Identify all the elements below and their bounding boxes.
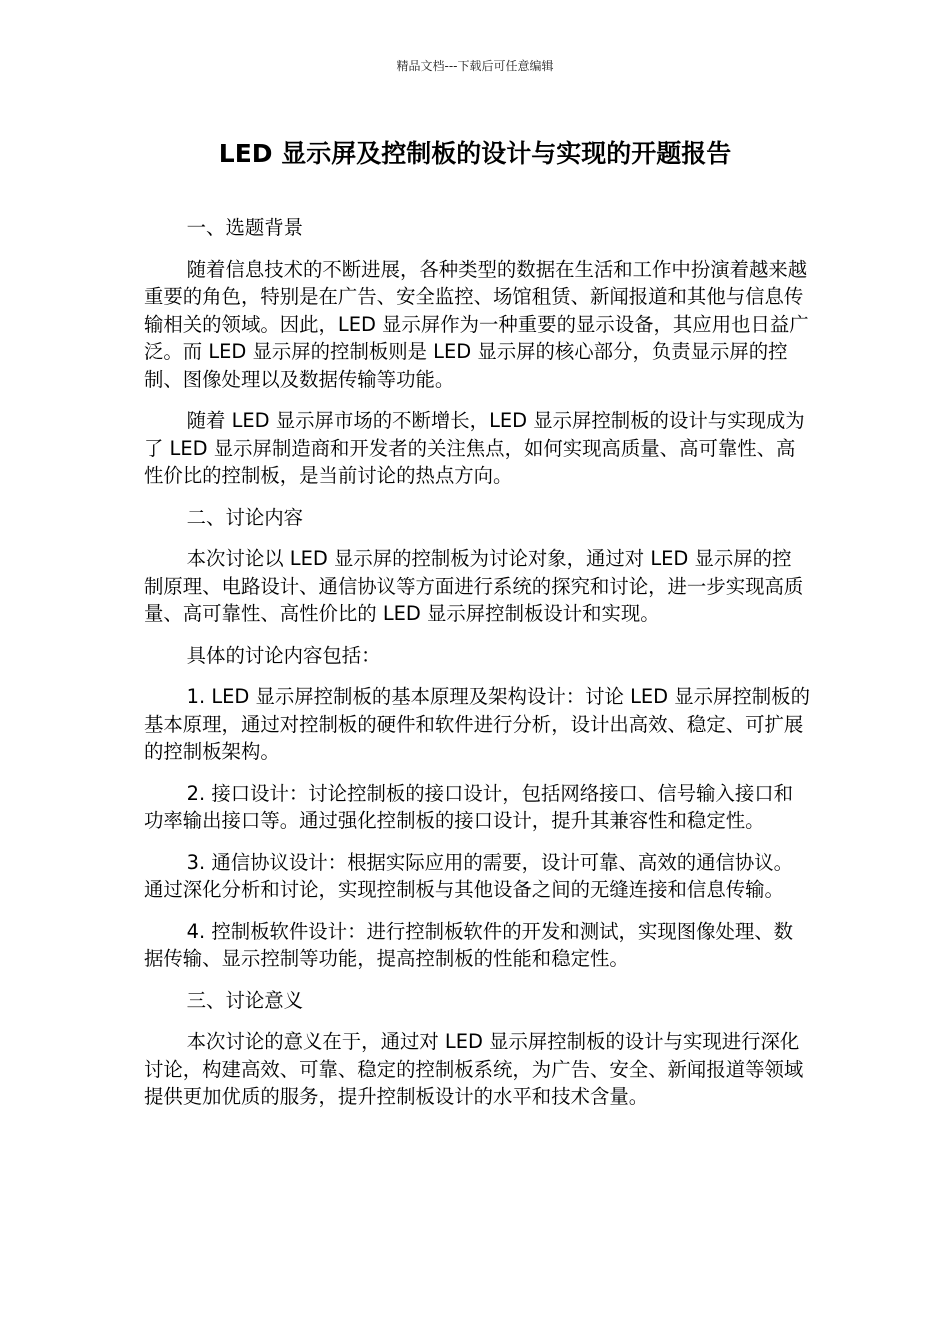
paragraph-content-1: 本次讨论以 LED 显示屏的控制板为讨论对象，通过对 LED 显示屏的控制原理、电路设计、通信协议等方面进行系统的探究和讨论，进一步实现高质量、高可靠性、高性价比的 LED 显示屏控制板设计和实现。 <box>144 547 804 625</box>
list-item-1: 1. LED 显示屏控制板的基本原理及架构设计：讨论 LED 显示屏控制板的基本原理，通过对控制板的硬件和软件进行分析，设计出高效、稳定、可扩展的控制板架构。 <box>144 685 810 763</box>
list-item-2: 2. 接口设计：讨论控制板的接口设计，包括网络接口、信号输入接口和功率输出接口等。通过强化控制板的接口设计，提升其兼容性和稳定性。 <box>144 781 794 832</box>
section-heading-background: 一、选题背景 <box>186 216 304 239</box>
paragraph-background-2: 随着 LED 显示屏市场的不断增长，LED 显示屏控制板的设计与实现成为了 LED 显示屏制造商和开发者的关注焦点，如何实现高质量、高可靠性、高性价比的控制板，是当前讨论的热点方向。 <box>144 409 805 487</box>
paragraph-background-1: 随着信息技术的不断进展，各种类型的数据在生活和工作中扮演着越来越重要的角色，特别是在广告、安全监控、场馆租赁、新闻报道和其他与信息传输相关的领域。因此，LED 显示屏作为一种重要的显示设备，其应用也日益广泛。而 LED 显示屏的控制板则是 LED 显示屏的核心部分，负责显示屏的控制、图像处理以及数据传输等功能。 <box>144 257 809 391</box>
list-item-3: 3. 通信协议设计：根据实际应用的需要，设计可靠、高效的通信协议。通过深化分析和讨论，实现控制板与其他设备之间的无缝连接和信息传输。 <box>144 850 794 901</box>
section-heading-significance: 三、讨论意义 <box>186 988 304 1012</box>
paragraph-content-intro: 具体的讨论内容包括： <box>186 643 381 667</box>
document-body <box>144 214 810 1125</box>
document-title: LED 显示屏及控制板的设计与实现的开题报告 <box>218 139 732 168</box>
header-note: 精品文档---下载后可任意编辑 <box>396 59 554 73</box>
list-item-4: 4. 控制板软件设计：进行控制板软件的开发和测试，实现图像处理、数据传输、显示控制等功能，提高控制板的性能和稳定性。 <box>144 919 794 970</box>
section-heading-content: 二、讨论内容 <box>186 505 304 529</box>
paragraph-significance-1: 本次讨论的意义在于，通过对 LED 显示屏控制板的设计与实现进行深化讨论，构建高效、可靠、稳定的控制板系统，为广告、安全、新闻报道等领域提供更加优质的服务，提升控制板设计的水平和技术含量。 <box>144 1030 804 1108</box>
